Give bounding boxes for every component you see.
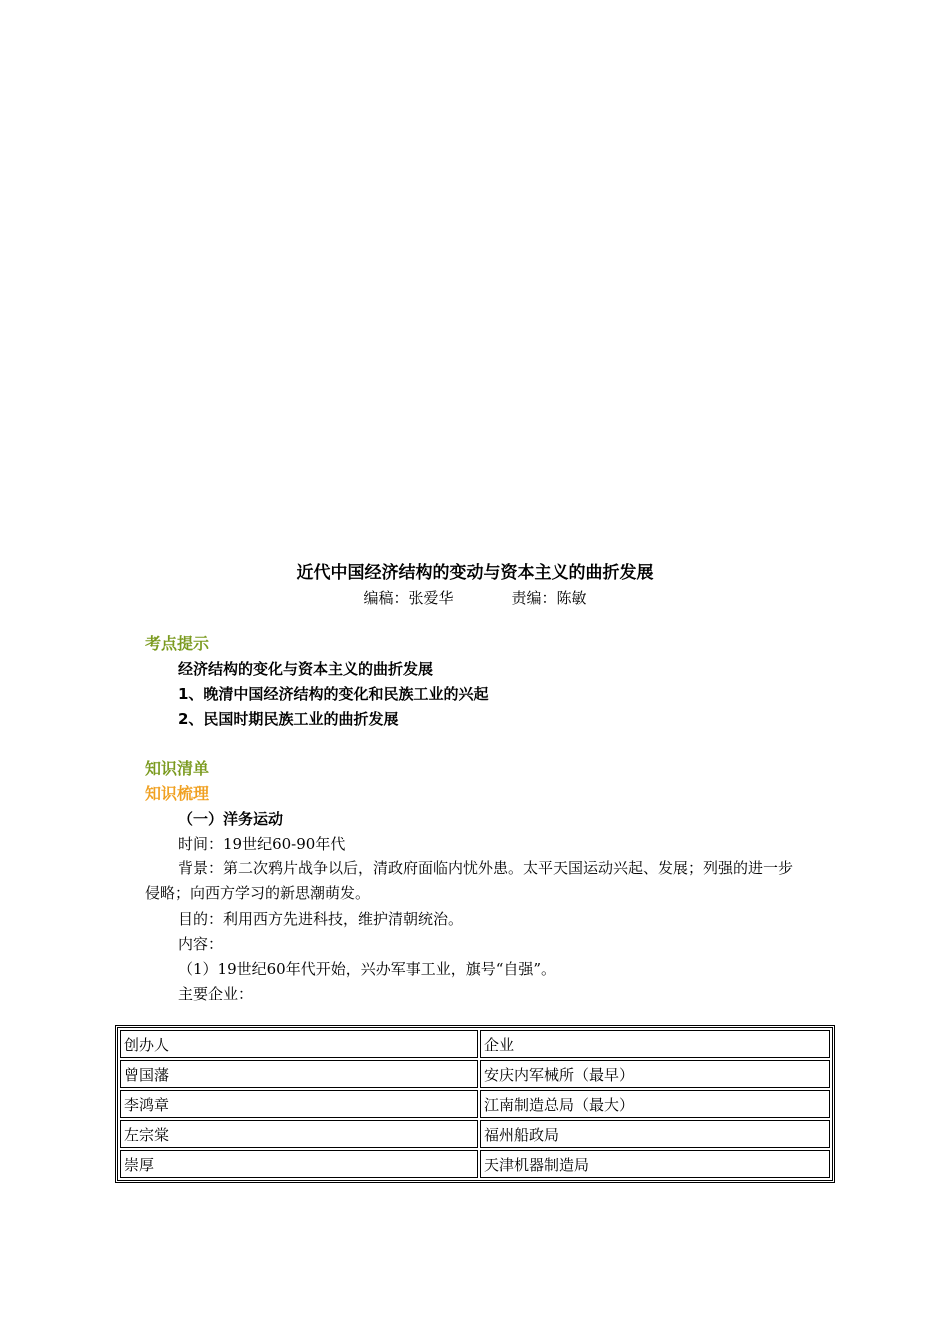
table-row <box>120 1060 830 1088</box>
content-item: （1）19世纪60年代开始，兴办军事工业，旗号“自强”。 <box>178 960 557 978</box>
knowledge-review-heading: 知识梳理 <box>145 784 210 803</box>
key-point-item: 1、晚清中国经济结构的变化和民族工业的兴起 <box>178 685 489 703</box>
enterprise-table <box>115 1025 835 1183</box>
table-header-row <box>120 1030 830 1058</box>
content-label: 内容： <box>178 935 224 953</box>
knowledge-list-heading: 知识清单 <box>145 759 210 778</box>
table-row <box>120 1120 830 1148</box>
background-paragraph: 背景：第二次鸦片战争以后，清政府面临内忧外患。太平天国运动兴起、发展；列强的进一步侵略；向西方学习的新思潮萌发。 <box>145 859 794 902</box>
time-line: 时间：19世纪60-90年代 <box>178 835 346 853</box>
table-cell-founder: 左宗棠 <box>120 1120 478 1148</box>
table-cell-enterprise: 安庆内军械所（最早） <box>480 1060 830 1088</box>
main-enterprises-label: 主要企业： <box>178 985 254 1003</box>
key-points-heading: 考点提示 <box>145 634 210 653</box>
table-cell-founder: 崇厚 <box>120 1150 478 1178</box>
table-row <box>120 1090 830 1118</box>
table-header-founder: 创办人 <box>120 1030 478 1058</box>
responsible-editor-credit: 责编：陈敏 <box>511 589 587 607</box>
editor-credit: 编稿：张爱华 <box>363 589 454 607</box>
document-title: 近代中国经济结构的变动与资本主义的曲折发展 <box>296 563 654 583</box>
byline <box>0 587 950 609</box>
table-header-enterprise: 企业 <box>480 1030 830 1058</box>
key-point-item: 经济结构的变化与资本主义的曲折发展 <box>178 660 434 678</box>
table-cell-enterprise: 福州船政局 <box>480 1120 830 1148</box>
table-row <box>120 1150 830 1178</box>
table-cell-founder: 李鸿章 <box>120 1090 478 1118</box>
table-cell-enterprise: 天津机器制造局 <box>480 1150 830 1178</box>
table-cell-enterprise: 江南制造总局（最大） <box>480 1090 830 1118</box>
purpose-line: 目的：利用西方先进科技，维护清朝统治。 <box>178 910 464 928</box>
table-cell-founder: 曾国藩 <box>120 1060 478 1088</box>
section-title: （一）洋务运动 <box>178 810 284 828</box>
key-point-item: 2、民国时期民族工业的曲折发展 <box>178 710 399 728</box>
